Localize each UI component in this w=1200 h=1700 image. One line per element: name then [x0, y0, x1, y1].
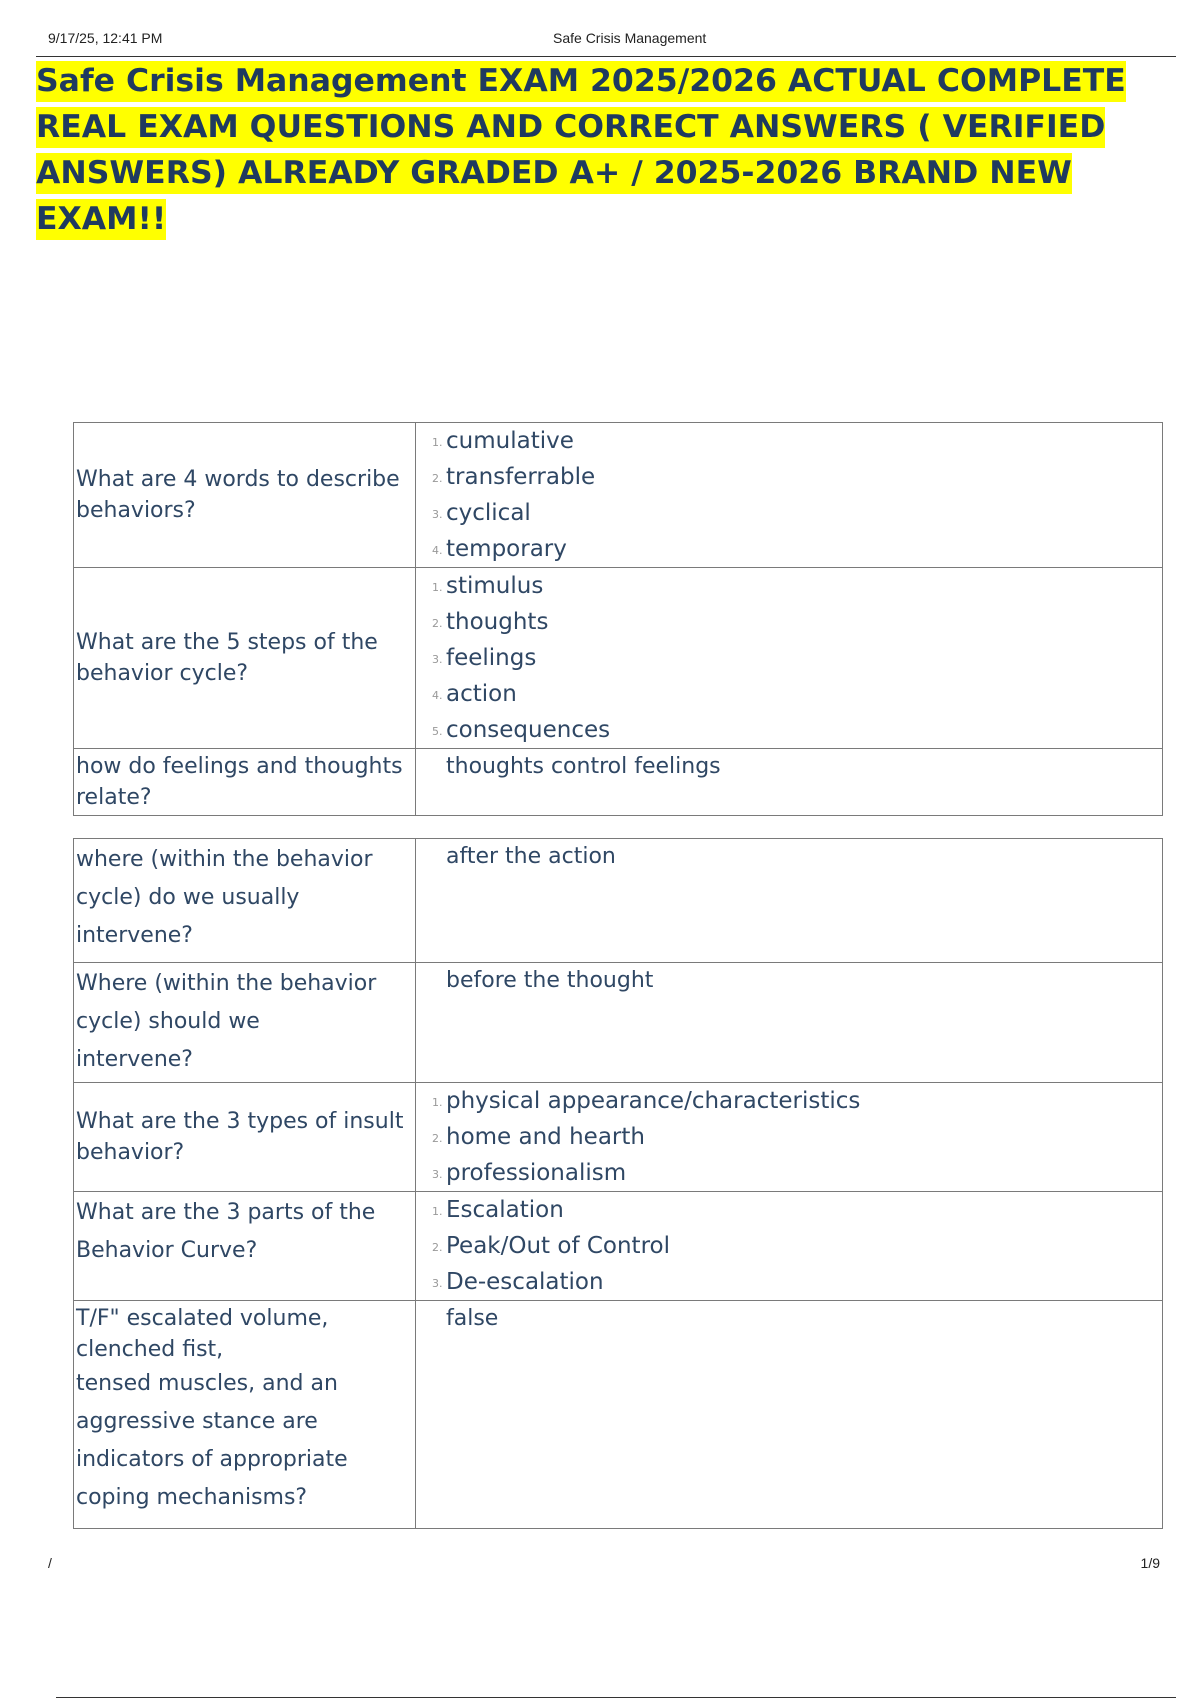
question-line: clenched fist, — [76, 1337, 224, 1362]
answer-text: consequences — [446, 717, 611, 743]
answer-list — [432, 568, 1162, 748]
question-cell — [74, 749, 416, 816]
answer-text: thoughts control feelings — [446, 754, 721, 779]
answer-item: 3. professionalism — [432, 1160, 627, 1186]
answer-text: stimulus — [446, 573, 544, 599]
answer-item: 2. home and hearth — [432, 1124, 645, 1150]
question-line: cycle) should we — [76, 1009, 260, 1034]
question-line: intervene? — [76, 923, 193, 948]
answer-item: 2. transferrable — [432, 464, 596, 490]
answer-text: feelings — [446, 645, 537, 671]
answer-text: cumulative — [446, 428, 574, 454]
answer-item: 1. physical appearance/characteristics — [432, 1088, 861, 1114]
answer-text: home and hearth — [446, 1124, 645, 1150]
answer-cell — [416, 423, 1163, 568]
table-row — [74, 1192, 1163, 1301]
answer-item: 4. action — [432, 681, 517, 707]
header-divider — [36, 56, 1176, 57]
question-line: cycle) do we usually — [76, 885, 300, 910]
answer-item: 1. Escalation — [432, 1197, 564, 1223]
question-line: What are the 3 parts of the — [76, 1200, 376, 1225]
bottom-divider — [56, 1697, 1176, 1698]
table-row — [74, 1301, 1163, 1529]
question-line: coping mechanisms? — [76, 1485, 308, 1510]
flashcard-table-2 — [73, 838, 1163, 1529]
answer-text: physical appearance/characteristics — [446, 1088, 861, 1114]
document-title-highlight: Safe Crisis Management EXAM 2025/2026 ACTUAL COMPLETE REAL EXAM QUESTIONS AND CORRECT ANSWERS ( VERIFIED ANSWERS) ALREADY GRADED A+ / 2025-2026 BRAND NEW EXAM!! — [36, 61, 1126, 240]
question-cell — [74, 423, 416, 568]
question-line: T/F" escalated volume, — [76, 1306, 329, 1331]
question-line: tensed muscles, and an — [76, 1371, 338, 1396]
question-cell — [74, 963, 416, 1083]
question-cell — [74, 839, 416, 963]
answer-text: professionalism — [446, 1160, 627, 1186]
answer-item: 4. temporary — [432, 536, 567, 562]
answer-cell — [416, 839, 1163, 963]
flashcard-table-1 — [73, 422, 1163, 816]
question-cell — [74, 1192, 416, 1301]
table-row — [74, 749, 1163, 816]
answer-cell — [416, 963, 1163, 1083]
question-text: What are the 5 steps of the behavior cycle? — [76, 630, 378, 686]
answer-text: before the thought — [446, 968, 654, 993]
answer-text: after the action — [446, 844, 616, 869]
answer-item: 3. cyclical — [432, 500, 531, 526]
answer-list — [432, 1083, 1162, 1191]
answer-text: transferrable — [446, 464, 596, 490]
question-text: how do feelings and thoughts relate? — [76, 754, 403, 810]
question-line: intervene? — [76, 1047, 193, 1072]
answer-item: 3. feelings — [432, 645, 537, 671]
table-row — [74, 423, 1163, 568]
answer-item: 1. stimulus — [432, 573, 544, 599]
answer-text: De-escalation — [446, 1269, 604, 1295]
answer-cell — [416, 1301, 1163, 1529]
answer-text: Escalation — [446, 1197, 564, 1223]
footer-url: / — [48, 1555, 52, 1571]
answer-item: 2. thoughts — [432, 609, 549, 635]
page-number: 1/9 — [1140, 1555, 1160, 1571]
question-cell — [74, 568, 416, 749]
answer-text: thoughts — [446, 609, 549, 635]
table-row — [74, 963, 1163, 1083]
answer-list — [432, 1192, 1162, 1300]
print-date: 9/17/25, 12:41 PM — [48, 30, 163, 46]
question-line: where (within the behavior — [76, 847, 373, 872]
question-line: Where (within the behavior — [76, 971, 377, 996]
print-header — [48, 30, 1170, 54]
print-title: Safe Crisis Management — [553, 30, 707, 46]
answer-cell — [416, 1083, 1163, 1192]
print-footer — [48, 1555, 1160, 1575]
answer-cell — [416, 568, 1163, 749]
answer-item: 2. Peak/Out of Control — [432, 1233, 670, 1259]
answer-text: action — [446, 681, 517, 707]
question-text: What are the 3 types of insult behavior? — [76, 1109, 404, 1165]
answer-item: 3. De-escalation — [432, 1269, 604, 1295]
table-row — [74, 568, 1163, 749]
answer-cell — [416, 749, 1163, 816]
answer-cell — [416, 1192, 1163, 1301]
answer-list — [432, 423, 1162, 567]
question-line: Behavior Curve? — [76, 1238, 258, 1263]
question-cell — [74, 1083, 416, 1192]
answer-text: cyclical — [446, 500, 531, 526]
answer-text: temporary — [446, 536, 567, 562]
document-title — [36, 58, 1176, 242]
answer-text: false — [446, 1306, 499, 1331]
question-cell — [74, 1301, 416, 1529]
table-row — [74, 1083, 1163, 1192]
question-line: aggressive stance are — [76, 1409, 318, 1434]
question-text: What are 4 words to describe behaviors? — [76, 467, 400, 523]
question-line: indicators of appropriate — [76, 1447, 348, 1472]
answer-text: Peak/Out of Control — [446, 1233, 670, 1259]
answer-item: 5. consequences — [432, 717, 611, 743]
table-row — [74, 839, 1163, 963]
answer-item: 1. cumulative — [432, 428, 574, 454]
